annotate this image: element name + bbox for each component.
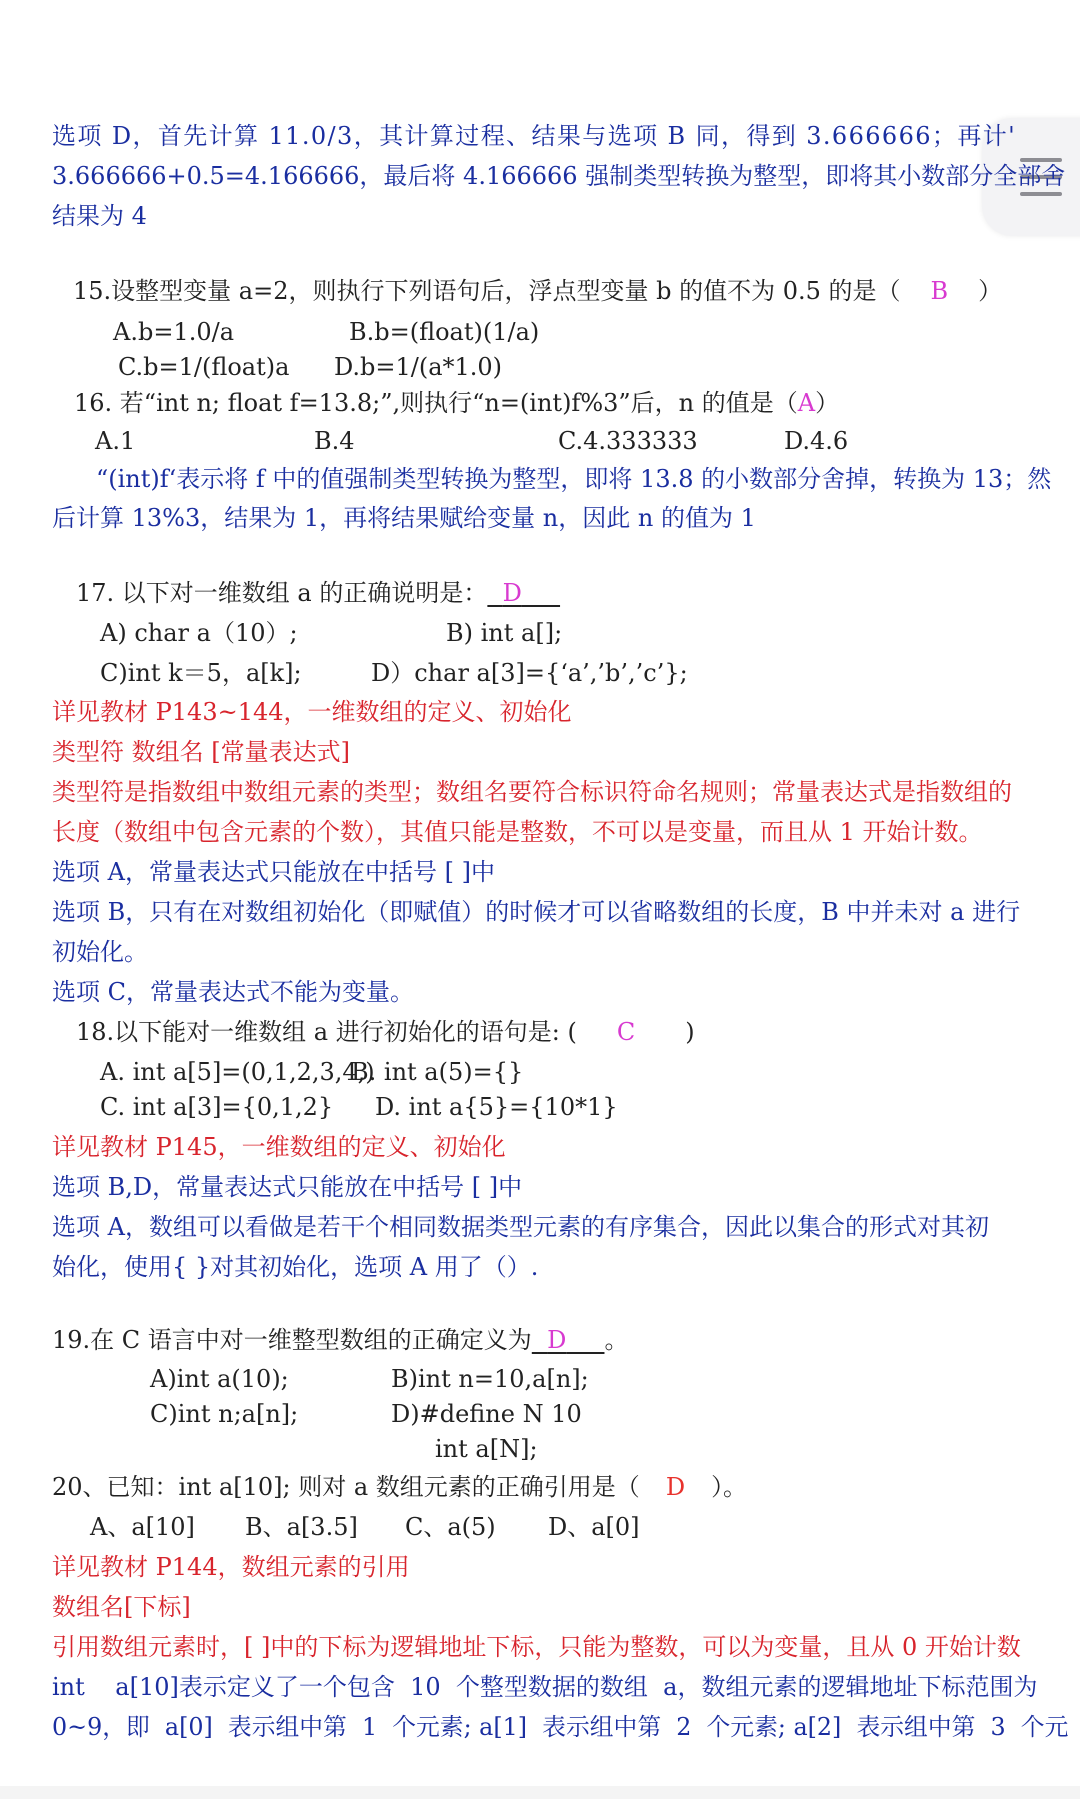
intro-line-1: 选项 D，首先计算 11.0/3，其计算过程、结果与选项 B 同，得到 3.666666；再计' [52,122,1017,150]
q18-stem [76,1017,695,1047]
q16-explanation-2: 后计算 13%3，结果为 1，再将结果赋给变量 n，因此 n 的值为 1 [52,504,756,532]
q17-option-b: B) int a[]; [446,619,563,647]
q18-stem-text: 18.以下能对一维数组 a 进行初始化的语句是: ( [76,1018,577,1046]
q16-option-c: C.4.333333 [558,427,698,455]
q17-reference: 详见教材 P143~144，一维数组的定义、初始化 [52,698,572,726]
q17-definition-2: 长度（数组中包含元素的个数），其值只能是整数，不可以是变量，而且从 1 开始计数。 [52,818,983,846]
q19-option-d-line-1: D)#define N 10 [391,1400,582,1428]
q17-stem-text: 17. 以下对一维数组 a 的正确说明是： [76,579,488,607]
q20-stem-text: 20、已知：int a[10]; 则对 a 数组元素的正确引用是（ [52,1473,640,1501]
q20-stem [52,1472,747,1502]
q18-option-d: D. int a{5}={10*1} [375,1093,618,1121]
q15-option-c: C.b=1/(float)a [118,353,290,381]
q19-option-c: C)int n;a[n]; [150,1400,299,1428]
q17-option-c: C)int k＝5，a[k]; [100,659,302,687]
q16-option-d: D.4.6 [784,427,849,455]
q15-close: ） [978,277,1003,305]
q17-explanation-c: 选项 C，常量表达式不能为变量。 [52,978,414,1006]
q18-option-b: B. int a(5)={} [351,1058,524,1086]
q16-stem-text: 16. 若“int n; float f=13.8;”,则执行“n=(int)f%3”后，n 的值是（ [74,389,798,417]
q15-option-a: A.b=1.0/a [113,318,234,346]
hamburger-bar-3 [1020,192,1062,196]
q15-stem [73,276,1002,306]
q16-stem [74,388,839,418]
q19-option-d-line-2: int a[N]; [435,1435,538,1463]
q18-reference: 详见教材 P145，一维数组的定义、初始化 [52,1133,506,1161]
q20-reference: 详见教材 P144，数组元素的引用 [52,1553,410,1581]
q18-explanation-a-2: 始化，使用{ }对其初始化，选项 A 用了（）. [52,1253,539,1281]
q19-answer-blank [532,1326,605,1354]
q16-explanation-1: “(int)f‘表示将 f 中的值强制类型转换为整型，即将 13.8 的小数部分舍掉，转换为 13；然 [96,465,1052,493]
q18-answer: C [616,1018,636,1046]
q17-blank-post [522,579,560,607]
q17-stem [76,578,560,608]
q16-answer: A [797,389,816,417]
q20-explanation-2: int a[10]表示定义了一个包含 10 个整型数据的数组 a，数组元素的逻辑地址下标范围为 [52,1673,1038,1701]
q17-explanation-b-2: 初始化。 [52,938,148,966]
q20-option-a: A、a[10] [90,1513,195,1541]
q20-close: ）。 [711,1473,748,1501]
q17-explanation-a: 选项 A，常量表达式只能放在中括号 [ ]中 [52,858,495,886]
q15-option-b: B.b=(float)(1/a) [349,318,540,346]
q18-option-a: A. int a[5]=(0,1,2,3,4,) [100,1058,375,1086]
q19-stem-text: 19.在 C 语言中对一维整型数组的正确定义为 [52,1326,532,1354]
q17-explanation-b-1: 选项 B，只有在对数组初始化（即赋值）的时候才可以省略数组的长度，B 中并未对 a 进行 [52,898,1021,926]
q20-explanation-3: 0~9，即 a[0] 表示组中第 1 个元素; a[1] 表示组中第 2 个元素; a[2] 表示组中第 3 个元 [52,1713,1069,1741]
q17-blank-pre [487,579,502,607]
q19-blank-post [566,1326,604,1354]
q19-option-a: A)int a(10); [150,1365,289,1393]
q17-answer-blank [487,579,560,607]
q20-option-d: D、a[0] [548,1513,640,1541]
q15-answer: B [930,277,949,305]
q20-option-b: B、a[3.5] [245,1513,358,1541]
q19-end: 。 [604,1326,629,1354]
q17-definition-1: 类型符是指数组中数组元素的类型；数组名要符合标识符命名规则；常量表达式是指数组的 [52,778,1012,806]
q18-explanation-bd: 选项 B,D，常量表达式只能放在中括号 [ ]中 [52,1173,523,1201]
q17-option-d: D）char a[3]={‘a’,’b’,’c’}; [371,659,688,687]
q18-explanation-a-1: 选项 A，数组可以看做是若干个相同数据类型元素的有序集合，因此以集合的形式对其初 [52,1213,989,1241]
q19-option-b: B)int n=10,a[n]; [391,1365,589,1393]
q16-option-b: B.4 [314,427,355,455]
q20-explanation-1: 引用数组元素时，[ ]中的下标为逻辑地址下标，只能为整数，可以为变量，且从 0 开始计数 [52,1633,1021,1661]
q18-option-c: C. int a[3]={0,1,2} [100,1093,334,1121]
q19-answer: D [547,1326,567,1354]
q17-answer: D [502,579,522,607]
q19-stem [52,1325,628,1355]
q19-blank-pre [532,1326,547,1354]
q20-answer: D [665,1473,686,1501]
q16-close: ） [815,389,840,417]
q18-close: ) [685,1018,695,1046]
q17-option-a: A) char a（10）; [100,619,298,647]
q17-syntax: 类型符 数组名 [常量表达式] [52,738,350,766]
q20-option-c: C、a(5) [405,1513,496,1541]
q15-stem-text: 15.设整型变量 a=2，则执行下列语句后，浮点型变量 b 的值不为 0.5 的是（ [73,277,901,305]
q20-syntax: 数组名[下标] [52,1593,191,1621]
intro-line-2: 3.666666+0.5=4.166666，最后将 4.166666 强制类型转换为整型，即将其小数部分全部舍 [52,162,1066,190]
q16-option-a: A.1 [95,427,136,455]
intro-line-3: 结果为 4 [52,202,147,230]
q15-option-d: D.b=1/(a*1.0) [334,353,503,381]
bottom-edge [0,1786,1080,1799]
